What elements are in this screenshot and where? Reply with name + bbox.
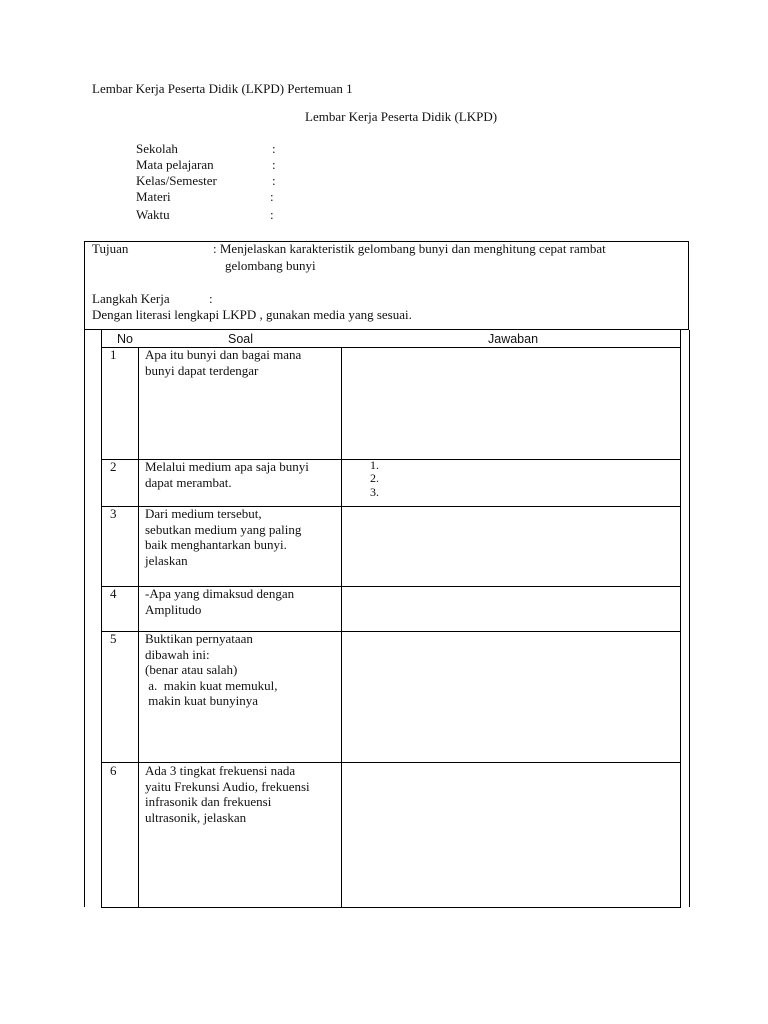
question-line: a. makin kuat memukul, xyxy=(145,677,278,693)
question-line: Melalui medium apa saja bunyi xyxy=(145,459,309,474)
answer-item-1: 1. xyxy=(370,458,379,472)
row-number: 4 xyxy=(110,586,117,601)
header-no: No xyxy=(117,332,133,346)
question-line: makin kuat bunyinya xyxy=(145,693,259,708)
field-label-mata-pelajaran: Mata pelajaran xyxy=(136,157,214,172)
field-label-waktu: Waktu xyxy=(136,207,170,222)
row-number: 1 xyxy=(110,347,117,362)
document-heading: Lembar Kerja Peserta Didik (LKPD) Pertemuan 1 xyxy=(92,81,353,96)
field-sep-sekolah: : xyxy=(272,141,276,156)
row-number: 3 xyxy=(110,506,117,521)
answer-cell[interactable] xyxy=(342,763,680,907)
answer-item-2: 2. xyxy=(370,471,379,485)
answer-cell[interactable] xyxy=(342,632,680,762)
row-number: 5 xyxy=(110,631,117,646)
frame-right-border xyxy=(689,330,690,907)
table-bottom-border xyxy=(101,907,681,908)
tujuan-text-line2: gelombang bunyi xyxy=(225,258,316,273)
question-line: yaitu Frekunsi Audio, frekuensi xyxy=(145,778,310,794)
answer-item-3: 3. xyxy=(370,485,379,499)
question-line: Ada 3 tingkat frekuensi nada xyxy=(145,763,296,778)
question-line: dibawah ini: xyxy=(145,646,210,662)
header-soal: Soal xyxy=(228,332,254,346)
question-line: -Apa yang dimaksud dengan xyxy=(145,586,295,601)
field-sep-waktu: : xyxy=(270,207,274,222)
question-text xyxy=(145,506,301,568)
answer-cell[interactable] xyxy=(342,507,680,586)
frame-left-border xyxy=(84,330,85,907)
question-text xyxy=(145,347,301,378)
langkah-kerja-sep: : xyxy=(209,291,213,306)
question-text xyxy=(145,763,310,825)
header-jawaban: Jawaban xyxy=(488,332,539,346)
answer-cell[interactable] xyxy=(342,348,680,459)
table-border-left xyxy=(101,330,102,908)
field-sep-materi: : xyxy=(270,189,274,204)
question-line: Amplitudo xyxy=(145,601,202,617)
question-text xyxy=(145,459,309,490)
field-label-kelas-semester: Kelas/Semester xyxy=(136,173,217,188)
question-line: (benar atau salah) xyxy=(145,662,238,677)
question-line: bunyi dapat terdengar xyxy=(145,362,259,378)
question-line: jelaskan xyxy=(145,552,188,568)
page-title: Lembar Kerja Peserta Didik (LKPD) xyxy=(305,109,498,124)
langkah-kerja-label: Langkah Kerja xyxy=(92,291,170,306)
answer-cell[interactable] xyxy=(342,587,680,631)
field-label-materi: Materi xyxy=(136,189,171,204)
question-line: baik menghantarkan bunyi. xyxy=(145,537,287,552)
field-sep-mata-pelajaran: : xyxy=(272,157,276,172)
field-sep-kelas-semester: : xyxy=(272,173,276,188)
row-number: 6 xyxy=(110,763,117,778)
answer-cell[interactable] xyxy=(342,460,680,506)
question-line: sebutkan medium yang paling xyxy=(145,521,302,537)
tujuan-label: Tujuan xyxy=(92,241,129,256)
langkah-kerja-instruction: Dengan literasi lengkapi LKPD , gunakan media yang sesuai. xyxy=(92,307,412,322)
row-number: 2 xyxy=(110,459,117,474)
question-line: Buktikan pernyataan xyxy=(145,631,253,646)
question-line: ultrasonik, jelaskan xyxy=(145,809,247,825)
question-text xyxy=(145,586,294,617)
field-label-sekolah: Sekolah xyxy=(136,141,178,156)
question-line: infrasonik dan frekuensi xyxy=(145,794,272,809)
table-col-divider-no xyxy=(138,347,139,908)
question-line: Apa itu bunyi dan bagai mana xyxy=(145,347,302,362)
tujuan-text-line1: : Menjelaskan karakteristik gelombang bunyi dan menghitung cepat rambat xyxy=(213,241,606,256)
question-text xyxy=(145,631,278,709)
table-border-right xyxy=(680,330,681,908)
question-line: dapat merambat. xyxy=(145,474,232,490)
question-line: Dari medium tersebut, xyxy=(145,506,262,521)
